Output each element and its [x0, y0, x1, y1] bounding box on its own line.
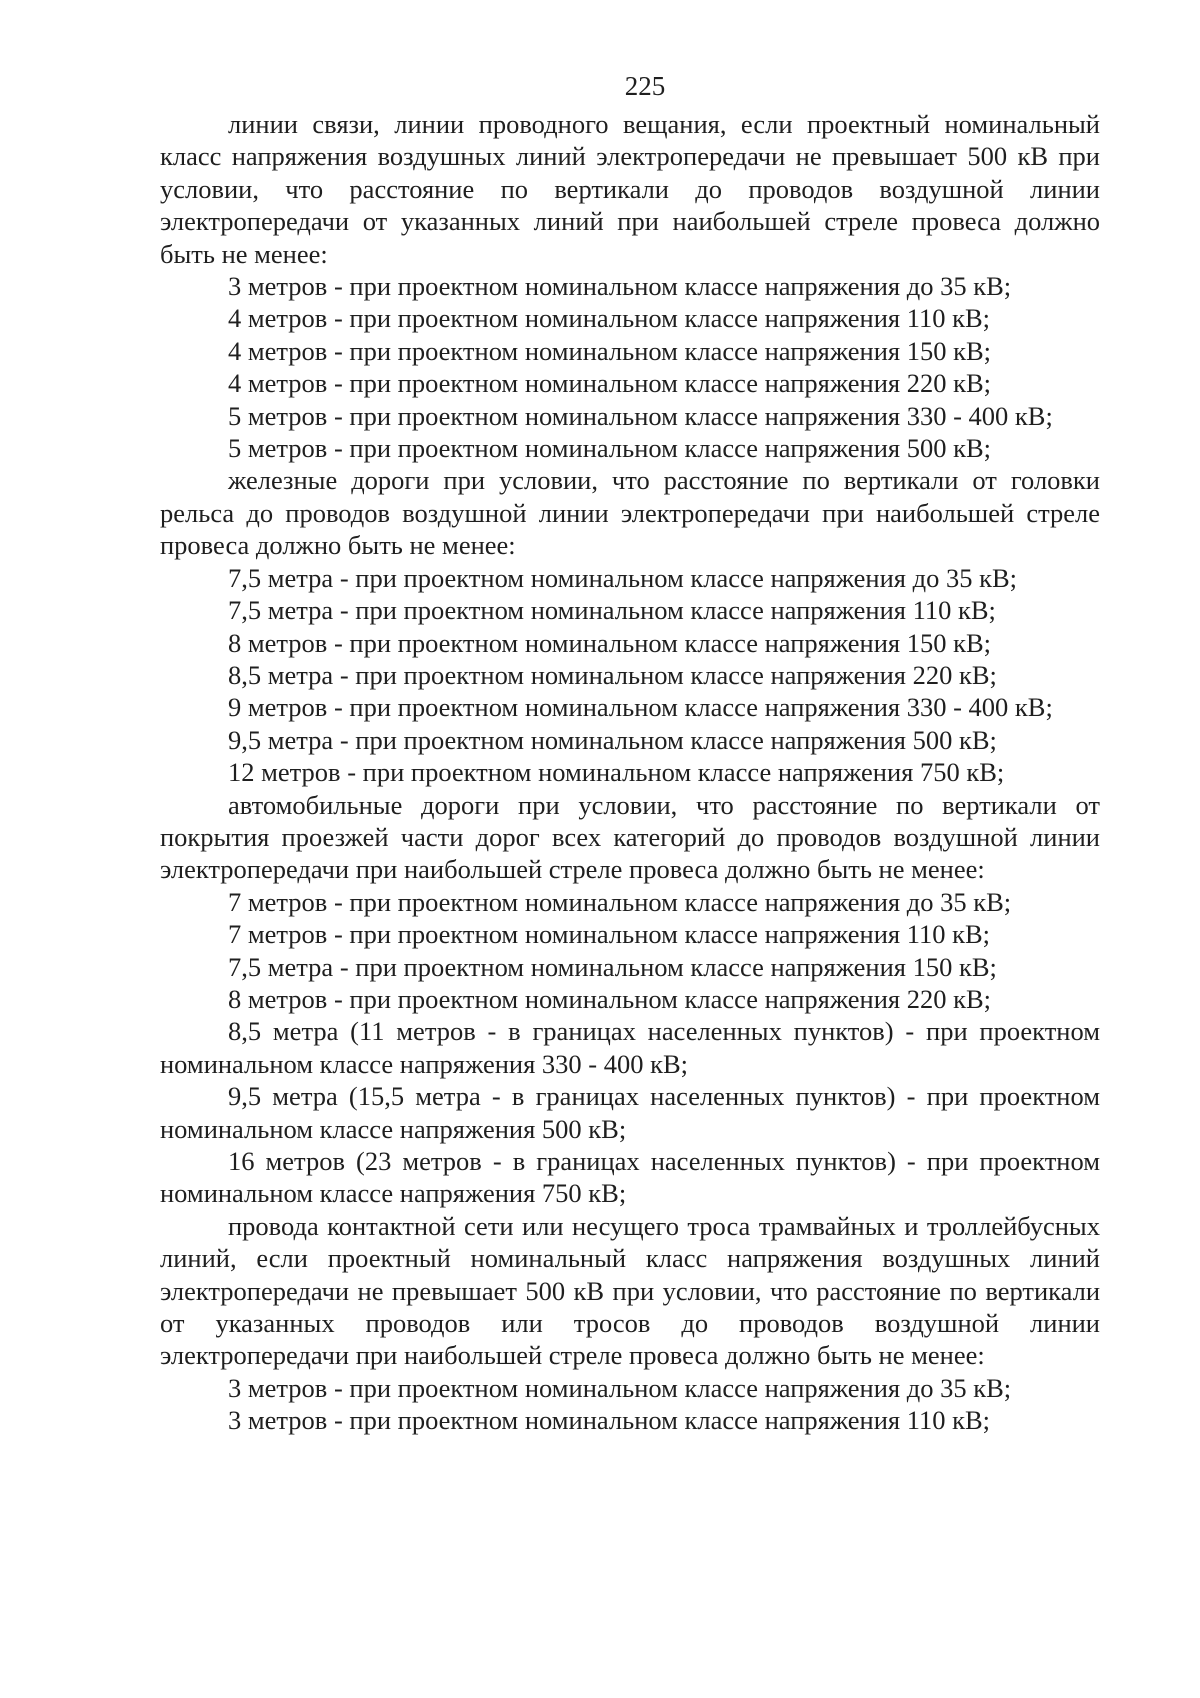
- list-item: 7,5 метра - при проектном номинальном классе напряжения 150 кВ;: [228, 951, 997, 982]
- list-item: 7 метров - при проектном номинальном классе напряжения до 35 кВ;: [228, 886, 1012, 917]
- list-item: 7,5 метра - при проектном номинальном классе напряжения до 35 кВ;: [228, 562, 1017, 593]
- list-item: 3 метров - при проектном номинальном классе напряжения до 35 кВ;: [228, 1372, 1012, 1403]
- list-item: 4 метров - при проектном номинальном классе напряжения 150 кВ;: [228, 335, 992, 366]
- list-item: 3 метров - при проектном номинальном классе напряжения 110 кВ;: [228, 1405, 991, 1436]
- list-item: 5 метров - при проектном номинальном классе напряжения 500 кВ;: [228, 433, 992, 464]
- list-item: 7 метров - при проектном номинальном классе напряжения 110 кВ;: [228, 919, 991, 950]
- paragraph-tram-trolleybus: провода контактной сети или несущего троса трамвайных и троллейбусных линий, если проектный номинальный класс напряжения воздушных линий электропередачи не превышает 500 кВ при условии, что расстояние по вертикали от указанных проводов или тросов до проводов воздушной линии электропередачи при наибольшей стреле провеса должно быть не менее:: [160, 1210, 1100, 1371]
- list-item: 9,5 метра - при проектном номинальном классе напряжения 500 кВ;: [228, 724, 997, 755]
- list-item: 9,5 метра (15,5 метра - в границах населенных пунктов) - при проектном номинальном классе напряжения 500 кВ;: [160, 1081, 1100, 1144]
- document-body: [160, 108, 1100, 1437]
- page-number: 225: [624, 71, 666, 101]
- list-item: 9 метров - при проектном номинальном классе напряжения 330 - 400 кВ;: [228, 692, 1053, 723]
- list-item: 8,5 метра - при проектном номинальном классе напряжения 220 кВ;: [228, 659, 997, 690]
- list-item: 5 метров - при проектном номинальном классе напряжения 330 - 400 кВ;: [228, 400, 1053, 431]
- list-item: 8,5 метра (11 метров - в границах населенных пунктов) - при проектном номинальном классе напряжения 330 - 400 кВ;: [160, 1016, 1100, 1079]
- paragraph-railways: железные дороги при условии, что расстояние по вертикали от головки рельса до проводов воздушной линии электропередачи при наибольшей стреле провеса должно быть не менее:: [160, 465, 1100, 561]
- list-item: 16 метров (23 метров - в границах населенных пунктов) - при проектном номинальном классе напряжения 750 кВ;: [160, 1146, 1100, 1209]
- list-item: 4 метров - при проектном номинальном классе напряжения 220 кВ;: [228, 368, 992, 399]
- list-item: 4 метров - при проектном номинальном классе напряжения 110 кВ;: [228, 303, 991, 334]
- list-item: 8 метров - при проектном номинальном классе напряжения 220 кВ;: [228, 983, 992, 1014]
- paragraph-roads: автомобильные дороги при условии, что расстояние по вертикали от покрытия проезжей части дорог всех категорий до проводов воздушной линии электропередачи при наибольшей стреле провеса должно быть не менее:: [160, 789, 1100, 885]
- paragraph-communication-lines: линии связи, линии проводного вещания, если проектный номинальный класс напряжения воздушных линий электропередачи не превышает 500 кВ при условии, что расстояние по вертикали до проводов воздушной линии электропередачи от указанных линий при наибольшей стреле провеса должно быть не менее:: [160, 109, 1100, 269]
- list-item: 12 метров - при проектном номинальном классе напряжения 750 кВ;: [228, 757, 1005, 788]
- list-item: 8 метров - при проектном номинальном классе напряжения 150 кВ;: [228, 627, 992, 658]
- list-item: 3 метров - при проектном номинальном классе напряжения до 35 кВ;: [228, 271, 1012, 302]
- list-item: 7,5 метра - при проектном номинальном классе напряжения 110 кВ;: [228, 595, 996, 626]
